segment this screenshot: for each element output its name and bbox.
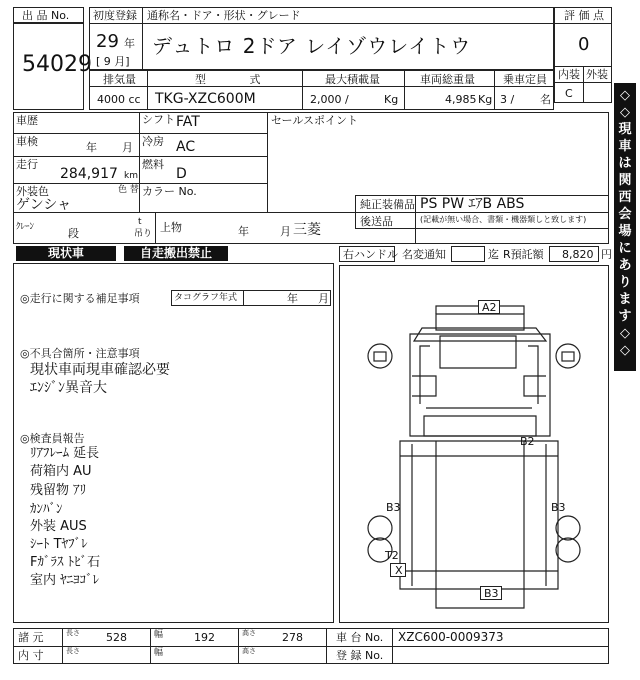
lot-number: 54029	[22, 52, 92, 77]
capacity-unit: 名	[540, 93, 551, 106]
docs-label: 後送品	[360, 215, 393, 228]
until-label: 迄	[488, 248, 499, 261]
interior-label: 内装	[558, 68, 580, 81]
capacity: 3 /	[500, 93, 515, 106]
side-banner-char: あ	[618, 258, 632, 273]
chassis-number: XZC600-0009373	[398, 630, 504, 644]
damage-b2-label: B2	[520, 435, 535, 448]
shift-label: シフト	[142, 113, 175, 126]
right-handle-box	[339, 246, 398, 262]
defect-line-1: 現状車両現車確認必要	[30, 362, 170, 378]
side-banner-char: ま	[618, 292, 632, 307]
inner-width-label: 幅	[154, 648, 164, 658]
damage-t2-label: T2	[385, 549, 399, 562]
type-code: TKG-XZC600M	[155, 91, 256, 107]
name-change-label: 名変通知	[402, 248, 446, 261]
dims-label: 諸 元	[18, 631, 44, 644]
exterior-label: 外装	[586, 68, 608, 81]
tachograph-label: タコグラフ年式	[174, 293, 238, 303]
inner-height-label: 高さ	[242, 647, 256, 655]
mileage: 284,917	[60, 166, 118, 182]
ac: AC	[176, 139, 196, 155]
length: 528	[106, 631, 127, 644]
inspection-year: 年	[86, 141, 97, 154]
side-banner-char: 会	[618, 207, 632, 222]
inner-dims-label: 内 寸	[18, 649, 44, 662]
inspector-line-5: 外装 AUS	[30, 519, 87, 534]
history-label: 車歴	[16, 114, 38, 127]
inspector-line-3: 残留物 ｱﾘ	[30, 483, 87, 498]
inspector-line-6: ｼｰﾄ Tﾔﾌﾞﾚ	[30, 537, 88, 552]
model-desc-label: 通称名・ドア・形状・グレード	[147, 9, 301, 22]
inspection-label: 車検	[16, 135, 38, 148]
inspector-line-1: ﾘｱﾌﾚｰﾑ 延長	[30, 446, 100, 461]
fuel: D	[176, 166, 187, 182]
side-banner-char: す	[618, 309, 632, 324]
interior-grade: C	[565, 87, 573, 100]
inspector-line-2: 荷箱内 AU	[30, 464, 92, 479]
damage-a2-label: A2	[482, 301, 497, 314]
driving-notes-label: ◎走行に関する補足事項	[20, 292, 140, 305]
inspector-line-4: ｶﾝﾊﾞﾝ	[30, 502, 63, 517]
damage-b3-rear-label: B3	[484, 587, 499, 600]
defect-line-2: ｴﾝｼﾞﾝ異音大	[30, 380, 107, 396]
max-load-label: 最大積載量	[325, 73, 380, 86]
first-reg-year: 29	[96, 31, 119, 52]
width: 192	[194, 631, 215, 644]
capacity-label: 乗車定員	[503, 73, 547, 86]
max-load: 2,000 /	[310, 93, 349, 106]
score: 0	[578, 34, 590, 55]
length-label: 長さ	[66, 629, 80, 637]
mileage-unit: km	[124, 171, 138, 181]
side-banner-char: 関	[618, 173, 632, 188]
gvw-unit: Kg	[478, 93, 493, 106]
first-reg-month: [ 9 月]	[96, 55, 130, 68]
color-change-label: 色 替	[118, 185, 139, 195]
side-banner-char: ◇	[620, 105, 630, 120]
chassis-label: 車 台 No.	[336, 631, 384, 644]
ext-color: ゲンシャ	[16, 197, 72, 213]
side-banner-char: 西	[618, 190, 632, 205]
crane-t: t	[138, 217, 142, 227]
damage-a2-box	[478, 300, 500, 314]
damage-x-box	[390, 563, 406, 577]
sales-point-label: セールスポイント	[271, 114, 359, 127]
damage-diagram	[339, 265, 609, 623]
score-label: 評 価 点	[564, 9, 604, 22]
side-banner-char: 現	[618, 122, 632, 137]
damage-b3-rear-box	[480, 586, 502, 600]
side-banner-char: に	[618, 241, 632, 256]
crane-hook: 吊り	[134, 229, 153, 239]
side-banner	[614, 83, 636, 371]
std-equipment: PS PW ｴｱB ABS	[420, 196, 525, 212]
r-deposit-box	[549, 246, 599, 262]
damage-x-label: X	[395, 564, 403, 577]
body-year: 年	[238, 225, 249, 238]
inspection-month: 月	[122, 141, 133, 154]
side-banner-char: り	[618, 275, 632, 290]
side-banner-char: ◇	[620, 343, 630, 358]
inspector-line-8: 室内 ﾔﾆﾖｺﾞﾚ	[30, 573, 100, 588]
damage-b3-left-label: B3	[386, 501, 401, 514]
year-label: 年	[124, 37, 135, 50]
current-status-badge: 現状車	[16, 246, 116, 261]
std-equipment-label: 純正装備品	[360, 198, 415, 211]
body-label: 上物	[160, 221, 182, 234]
no-self-drive-badge: 自走搬出禁止	[124, 246, 228, 261]
fuel-label: 燃料	[142, 158, 164, 171]
inspector-label: ◎検査員報告	[20, 432, 85, 445]
side-banner-char: は	[618, 156, 632, 171]
gvw: 4,985	[445, 93, 477, 106]
side-banner-char: 車	[618, 139, 632, 154]
truck-diagram-svg	[340, 266, 608, 622]
lot-number-box	[13, 23, 92, 110]
r-deposit: 8,820	[562, 248, 594, 261]
first-reg-label: 初度登録	[93, 9, 137, 22]
lot-label: 出 品 No.	[22, 9, 70, 22]
side-banner-char: ◇	[620, 326, 630, 341]
lot-label-box	[13, 7, 84, 23]
damage-b3-right-label: B3	[551, 501, 566, 514]
ext-color-label: 外装色	[16, 185, 49, 198]
displacement: 4000 cc	[97, 93, 141, 106]
color-no-label: カラー No.	[142, 185, 197, 198]
crane-stage: 段	[68, 227, 79, 240]
r-deposit-label: R預託額	[503, 248, 544, 261]
tacho-month: 月	[318, 292, 329, 305]
defects-label: ◎不具合箇所・注意事項	[20, 347, 140, 360]
height: 278	[282, 631, 303, 644]
body-maker: 三菱	[293, 222, 321, 238]
max-load-unit: Kg	[384, 93, 399, 106]
type-label: 型 式	[195, 73, 281, 86]
docs-note: (記載が無い場合、書類・機器類しと致します)	[420, 215, 587, 224]
name-change-box	[451, 246, 485, 262]
displacement-label: 排気量	[103, 73, 136, 86]
right-handle: 右ハンドル	[343, 248, 398, 261]
inspector-line-7: Fｶﾞﾗｽ ﾄﾋﾞ石	[30, 555, 101, 570]
crane-label: ｸﾚｰﾝ	[16, 222, 35, 232]
body-month: 月	[280, 225, 291, 238]
gvw-label: 車両総重量	[420, 73, 475, 86]
inner-length-label: 長さ	[66, 647, 80, 655]
tacho-year: 年	[287, 292, 298, 305]
height-label: 高さ	[242, 629, 256, 637]
model-name: デュトロ 2ドア レイゾウレイトウ	[152, 34, 472, 58]
shift: FAT	[176, 114, 200, 130]
width-label: 幅	[154, 630, 164, 640]
yen-label: 円	[601, 248, 612, 261]
side-banner-char: 場	[618, 224, 632, 239]
reg-number-label: 登 録 No.	[336, 649, 384, 662]
mileage-label: 走行	[16, 158, 38, 171]
side-banner-char: ◇	[620, 88, 630, 103]
ac-label: 冷房	[142, 135, 164, 148]
